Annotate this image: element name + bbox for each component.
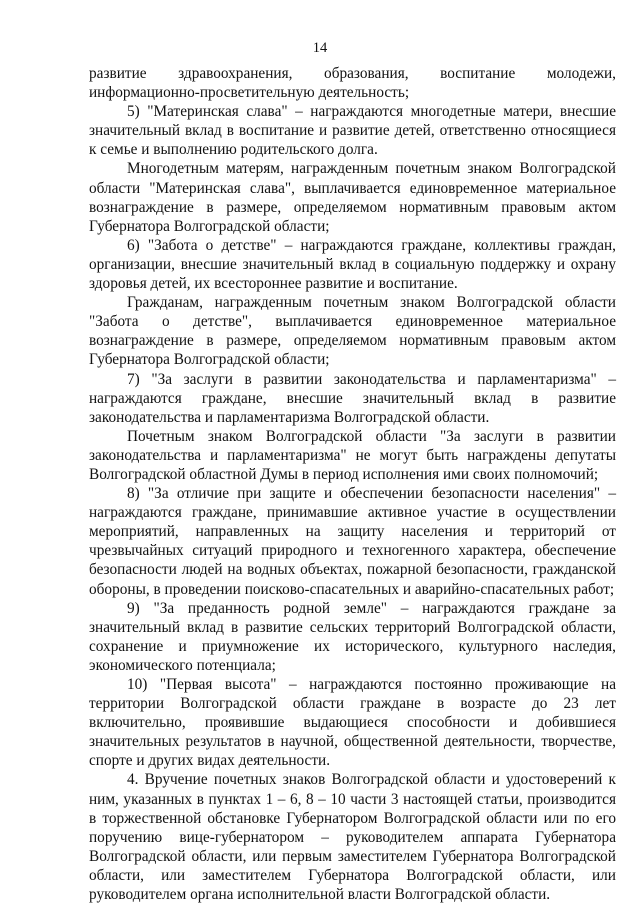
paragraph-item-7: 7) "За заслуги в развитии законодательства и парламентаризма" – награждаются граждане, внесшие значительный вклад в развитие законодательства и парламентаризма Волгоградской области.	[89, 370, 616, 426]
page-number: 14	[312, 40, 328, 56]
paragraph-item-6: 6) "Забота о детстве" – награждаются граждане, коллективы граждан, организации, внесшие значительный вклад в социальную поддержку и охрану здоровья детей, их всестороннее развитие и воспитание.	[89, 236, 616, 293]
paragraph-continuation: развитие здравоохранения, образования, воспитание молодежи, информационно-просветительную деятельность;	[89, 65, 616, 102]
paragraph-item-5-payment: Многодетным матерям, награжденным почетным знаком Волгоградской области "Материнская слава", выплачивается единовременное материальное вознаграждение в размере, определяемом нормативным правовым актом Губернатора Волгоградской области;	[89, 160, 616, 235]
paragraph-item-8: 8) "За отличие при защите и обеспечении безопасности населения" – награждаются граждане, принимавшие активное участие в осуществлении мероприятий, направленных на защиту населения и территорий от чрезвычайных ситуаций природного и техногенного характера, обеспечение безопасности людей на водных объектах, пожарной безопасности, гражданской обороны, в проведении поисково-спасательных и аварийно-спасательных работ;	[89, 485, 616, 598]
paragraph-item-7-restriction: Почетным знаком Волгоградской области "За заслуги в развитии законодательства и парламентаризма" не могут быть награждены депутаты Волгоградской областной Думы в период исполнения ими своих полномочий;	[89, 427, 616, 483]
paragraph-item-10: 10) "Первая высота" – награждаются постоянно проживающие на территории Волгоградской области граждане в возрасте до 23 лет включительно, проявившие выдающиеся способности и добившиеся значительных результатов в научной, общественной деятельности, творчестве, спорте и других видах деятельности.	[89, 676, 616, 770]
paragraph-item-6-payment: Гражданам, награжденным почетным знаком Волгоградской области "Забота о детстве", выплачивается единовременное материальное вознаграждение в размере, определяемом нормативным правовым актом Губернатора Волгоградской области;	[89, 294, 616, 369]
paragraph-item-9: 9) "За преданность родной земле" – награждаются граждане за значительный вклад в развитие сельских территорий Волгоградской области, сохранение и приумножение их исторического, культурного наследия, экономического потенциала;	[89, 599, 616, 674]
paragraph-part-4: 4. Вручение почетных знаков Волгоградской области и удостоверений к ним, указанных в пунктах 1 – 6, 8 – 10 части 3 настоящей статьи, производится в торжественной обстановке Губернатором Волгоградской области или по его поручению вице-губернатором – руководителем аппарата Губернатора Волгоградской области, или первым заместителем Губернатора Волгоградской области, или заместителем Губернатора Волгоградской области, или руководителем органа исполнительной власти Волгоградской области.	[89, 771, 616, 904]
paragraph-item-5: 5) "Материнская слава" – награждаются многодетные матери, внесшие значительный вклад в воспитание и развитие детей, ответственно относящиеся к семье и выполнению родительского долга.	[89, 103, 616, 159]
document-body	[89, 64, 616, 904]
